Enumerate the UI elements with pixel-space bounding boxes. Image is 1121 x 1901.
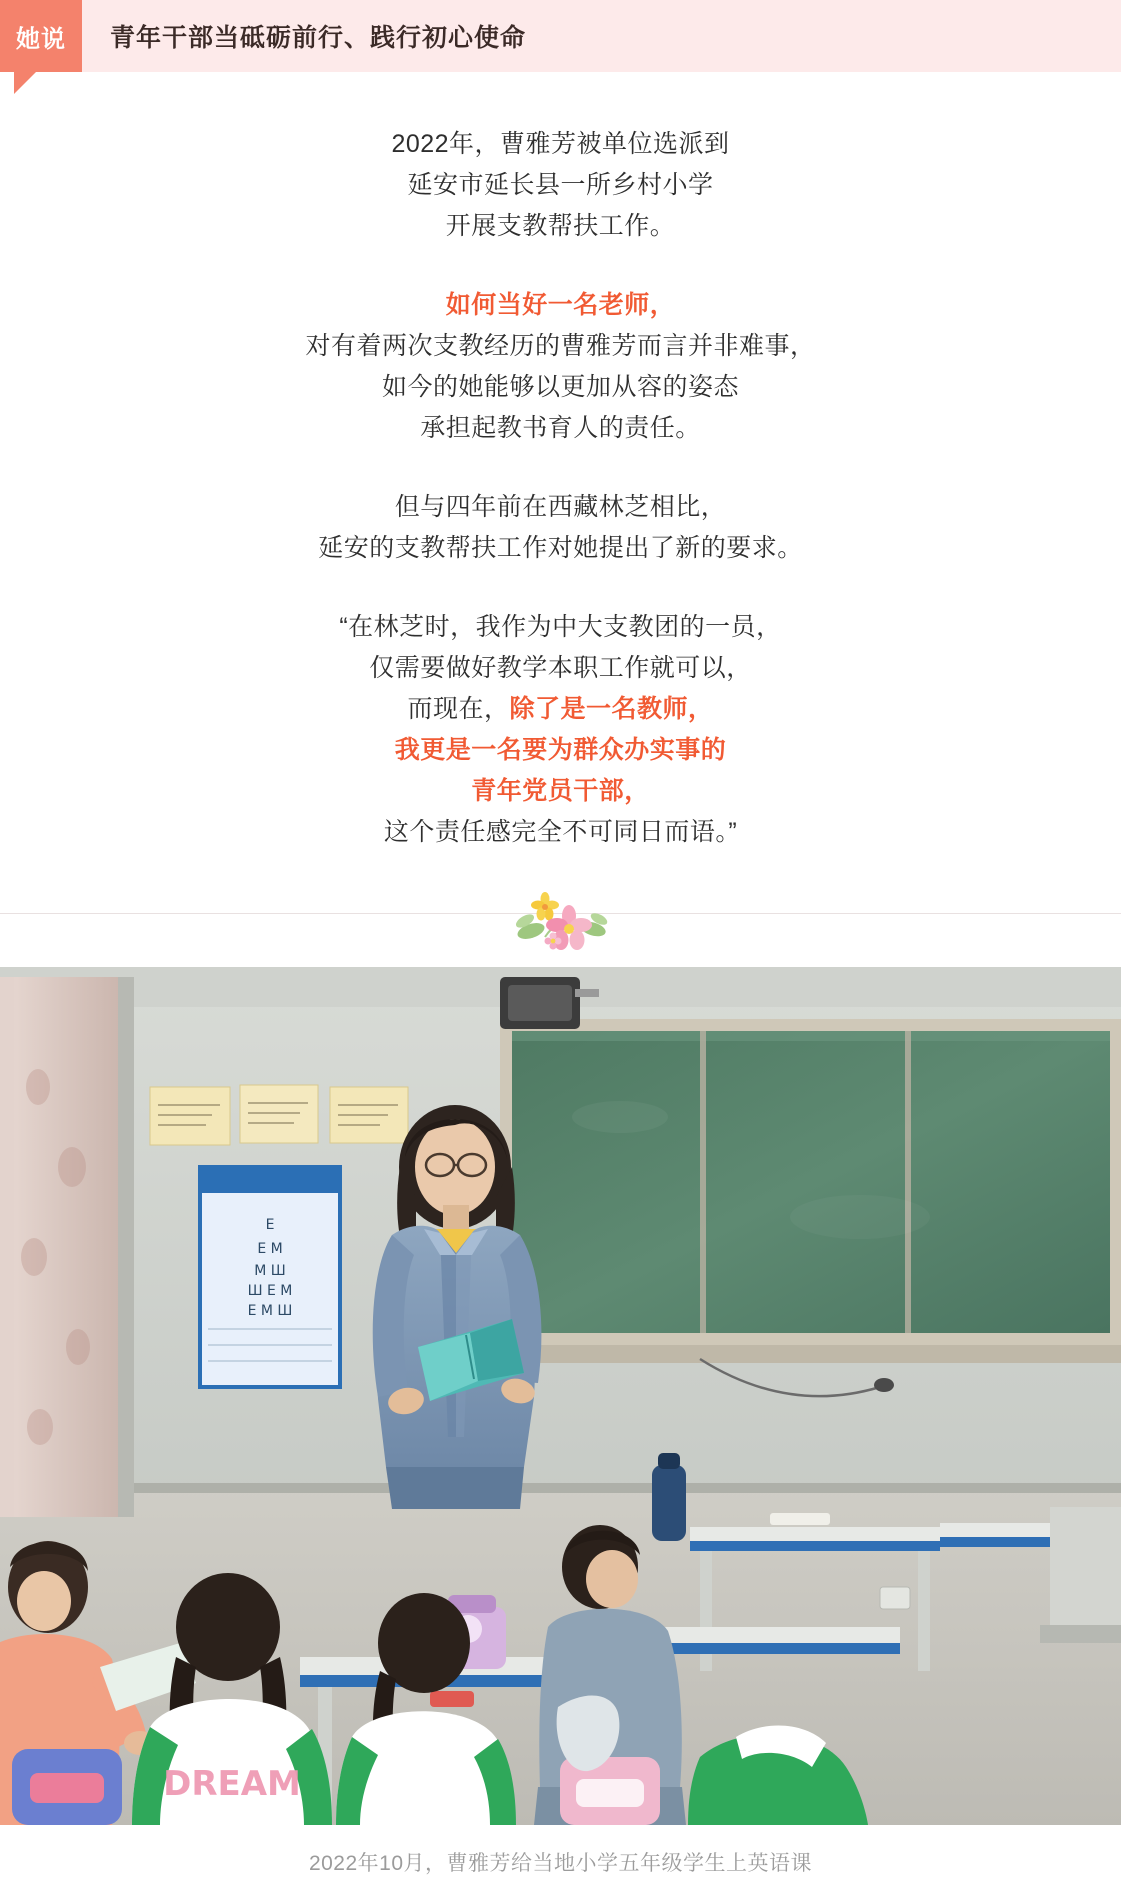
svg-text:Ш E M: Ш E M — [247, 1283, 293, 1299]
text-line: 如今的她能够以更加从容的姿态 — [381, 373, 739, 401]
svg-text:E: E — [265, 1217, 275, 1233]
article-body — [0, 72, 1121, 853]
paragraph-3 — [60, 487, 1061, 569]
classroom-photo — [0, 967, 1121, 1825]
text-line-highlight: 我更是一名要为群众办实事的 — [394, 736, 727, 764]
paragraph-4 — [60, 607, 1061, 853]
text-line: 延安市延长县一所乡村小学 — [407, 171, 714, 199]
header-tag: 她说 — [0, 0, 82, 72]
classroom-photo-image — [0, 967, 1121, 1825]
text-line: 但与四年前在西藏林芝相比， — [394, 493, 727, 521]
header-banner — [0, 0, 1121, 72]
svg-text:DREAM: DREAM — [163, 1764, 301, 1804]
text-segment-highlight: 除了是一名教师， — [509, 695, 714, 723]
text-line: 仅需要做好教学本职工作就可以， — [369, 654, 752, 682]
photo-caption: 2022年10月，曹雅芳给当地小学五年级学生上英语课 — [308, 1852, 813, 1875]
text-line-mixed — [60, 689, 1061, 730]
text-line: “在林芝时，我作为中大支教团的一员， — [339, 613, 782, 641]
svg-text:E M Ш: E M Ш — [247, 1303, 293, 1319]
page-title: 青年干部当砥砺前行、践行初心使命 — [110, 24, 527, 52]
section-divider — [0, 897, 1121, 967]
text-line: 承担起教书育人的责任。 — [420, 414, 701, 442]
text-line-highlight: 如何当好一名老师， — [445, 291, 676, 319]
svg-text:M Ш: M Ш — [254, 1263, 286, 1279]
header-tag-tail-decoration — [14, 72, 36, 94]
text-line: 对有着两次支教经历的曹雅芳而言并非难事， — [305, 332, 816, 360]
text-line: 开展支教帮扶工作。 — [445, 212, 676, 240]
paragraph-2 — [60, 285, 1061, 449]
text-line: 这个责任感完全不可同日而语。” — [383, 818, 738, 846]
text-segment: 而现在， — [407, 695, 510, 723]
paragraph-1 — [60, 124, 1061, 247]
text-line-highlight: 青年党员干部， — [471, 777, 650, 805]
flower-ornament-icon — [501, 885, 621, 957]
svg-text:E M: E M — [257, 1241, 283, 1257]
text-line: 延安的支教帮扶工作对她提出了新的要求。 — [318, 534, 803, 562]
text-line: 2022年，曹雅芳被单位选派到 — [391, 130, 730, 158]
